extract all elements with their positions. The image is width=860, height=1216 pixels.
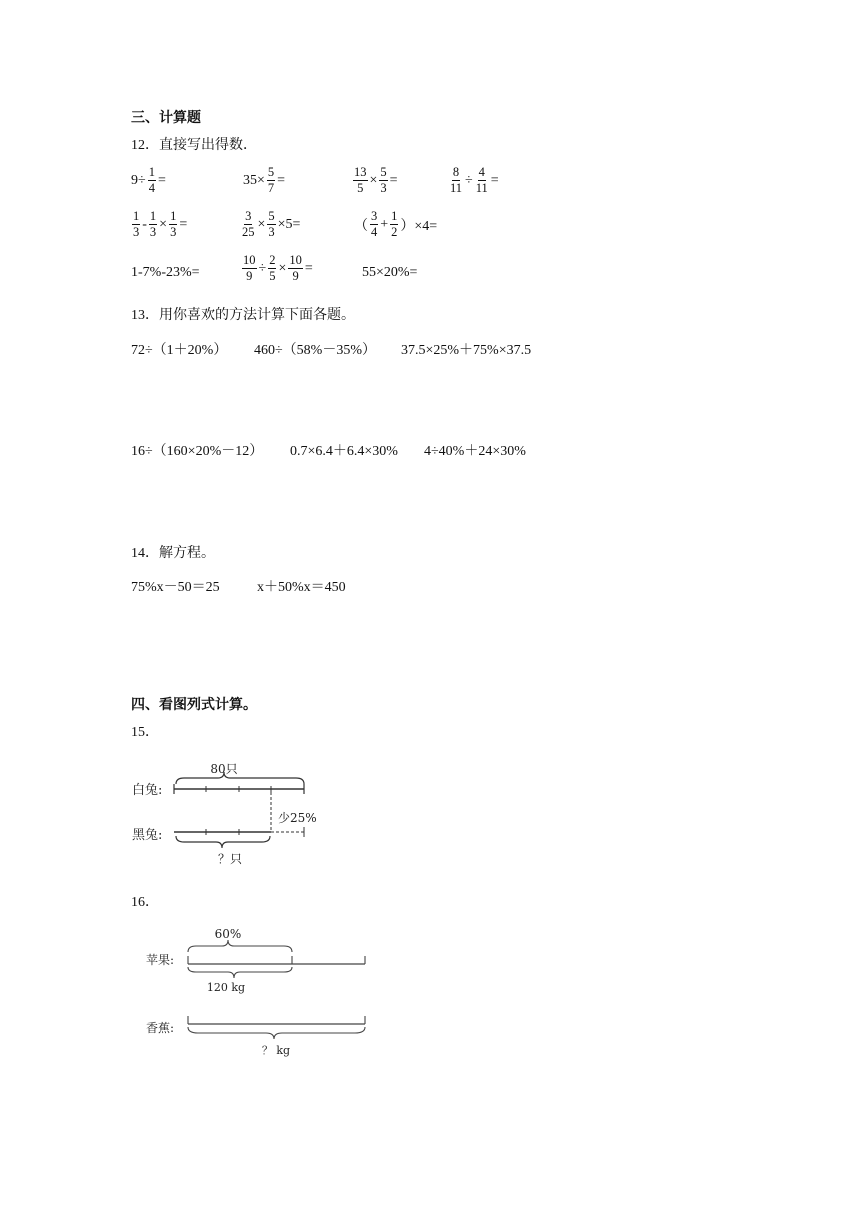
q16-line-diagram [140,924,380,1064]
q13-expr-2: 460÷（58%－35%） [254,343,377,358]
banana-label: 香蕉: [146,1021,175,1035]
denominator: 9 [246,269,253,284]
denominator: 5 [357,181,364,196]
q16-label: 16． [131,895,159,910]
q12-item-b [243,166,285,195]
q14-equation-2: x＋50%x＝450 [257,580,346,595]
q15-line-diagram [128,752,328,870]
expr-text: ）×4= [400,218,438,234]
expr-text: = [304,260,313,276]
q12-item-d [448,166,499,195]
expr-text: = [490,172,499,188]
expr-text: 1-7%-23%= [131,265,200,280]
black-brace [176,836,270,848]
denominator: 5 [269,269,276,284]
numerator: 8 [452,166,460,181]
q12-item-e [131,210,187,239]
q15-label: 15． [131,725,159,740]
fraction [390,210,398,239]
fraction [475,166,489,195]
operator: ÷ [465,172,473,188]
expr-text: ×5= [277,216,301,232]
expr-text: = [179,216,188,232]
expr-text: 9÷ [131,172,146,188]
unknown-label: ？只 [217,852,243,866]
numerator: 10 [288,254,303,269]
apple-kg-brace [188,967,292,978]
denominator: 4 [148,181,155,196]
denominator: 11 [475,181,488,196]
fraction [379,166,387,195]
operator: + [380,216,389,232]
white-rabbit-label: 白兔: [132,783,163,798]
banana-brace [188,1027,365,1039]
denominator: 3 [149,225,157,240]
denominator: 3 [380,181,387,196]
fraction [169,210,177,239]
expr-text: 55×20%= [362,265,418,280]
numerator: 1 [132,210,140,225]
denominator: 3 [170,225,177,240]
section-3-title: 三、计算题 [131,110,201,126]
fraction [132,210,140,239]
fraction [449,166,463,195]
operator: × [369,172,378,188]
q12-item-j [362,265,417,281]
numerator: 1 [148,166,156,181]
q12-item-c [352,166,398,195]
q12-item-g [354,210,437,239]
numerator: 1 [390,210,398,225]
section-4-title: 四、看图列式计算。 [131,697,257,713]
denominator: 3 [268,225,275,240]
denominator: 2 [391,225,398,240]
numerator: 3 [244,210,252,225]
fraction [242,254,257,283]
q12-item-h [131,265,200,281]
denominator: 4 [371,225,378,240]
numerator: 10 [242,254,257,269]
expr-text: = [277,172,286,188]
q12-item-i [241,254,313,283]
denominator: 25 [242,225,255,240]
q14-equation-1: 75%x－50＝25 [131,580,220,595]
fraction [370,210,378,239]
apple-kg-label: 120 kg [206,981,246,994]
q13-label: 13．用你喜欢的方法计算下面各题。 [131,308,355,323]
fraction [353,166,368,195]
q12-item-f [240,210,300,239]
less-label: 少25% [278,811,317,825]
q12-label: 12．直接写出得数． [131,138,257,153]
black-rabbit-label: 黑兔: [132,828,163,843]
q13-expr-5: 0.7×6.4＋6.4×30% [290,444,398,459]
q12-item-a [131,166,166,195]
fraction [267,210,275,239]
denominator: 7 [267,181,275,196]
denominator: 3 [133,225,140,240]
fraction [241,210,256,239]
numerator: 1 [149,210,157,225]
numerator: 5 [379,166,387,181]
numerator: 1 [169,210,177,225]
q13-expr-6: 4÷40%＋24×30% [424,444,526,459]
numerator: 3 [370,210,378,225]
paren: （ [354,218,368,234]
fraction [149,210,157,239]
numerator: 2 [268,254,276,269]
operator: × [257,216,266,232]
operator: × [159,216,168,232]
numerator: 5 [267,210,275,225]
expr-text: = [157,172,166,188]
fraction [288,254,303,283]
percent-label: 60% [214,927,242,941]
expr-text: 35× [243,172,265,188]
q13-expr-3: 37.5×25%＋75%×37.5 [401,343,532,358]
operator: × [278,260,287,276]
percent-brace [188,940,292,952]
numerator: 5 [267,166,275,181]
denominator: 11 [450,181,463,196]
numerator: 4 [478,166,486,181]
q14-label: 14．解方程。 [131,546,215,561]
operator: - [142,216,147,232]
fraction [268,254,276,283]
fraction [267,166,275,195]
q13-expr-1: 72÷（1＋20%） [131,343,228,358]
apple-label: 苹果: [146,953,175,967]
expr-text: = [389,172,398,188]
operator: ÷ [258,260,267,276]
banana-unknown-label: ？ kg [261,1044,291,1057]
total-brace [176,772,304,784]
total-label: 80只 [210,762,238,776]
q13-expr-4: 16÷（160×20%－12） [131,444,264,459]
numerator: 13 [353,166,368,181]
fraction [148,166,156,195]
denominator: 9 [292,269,299,284]
